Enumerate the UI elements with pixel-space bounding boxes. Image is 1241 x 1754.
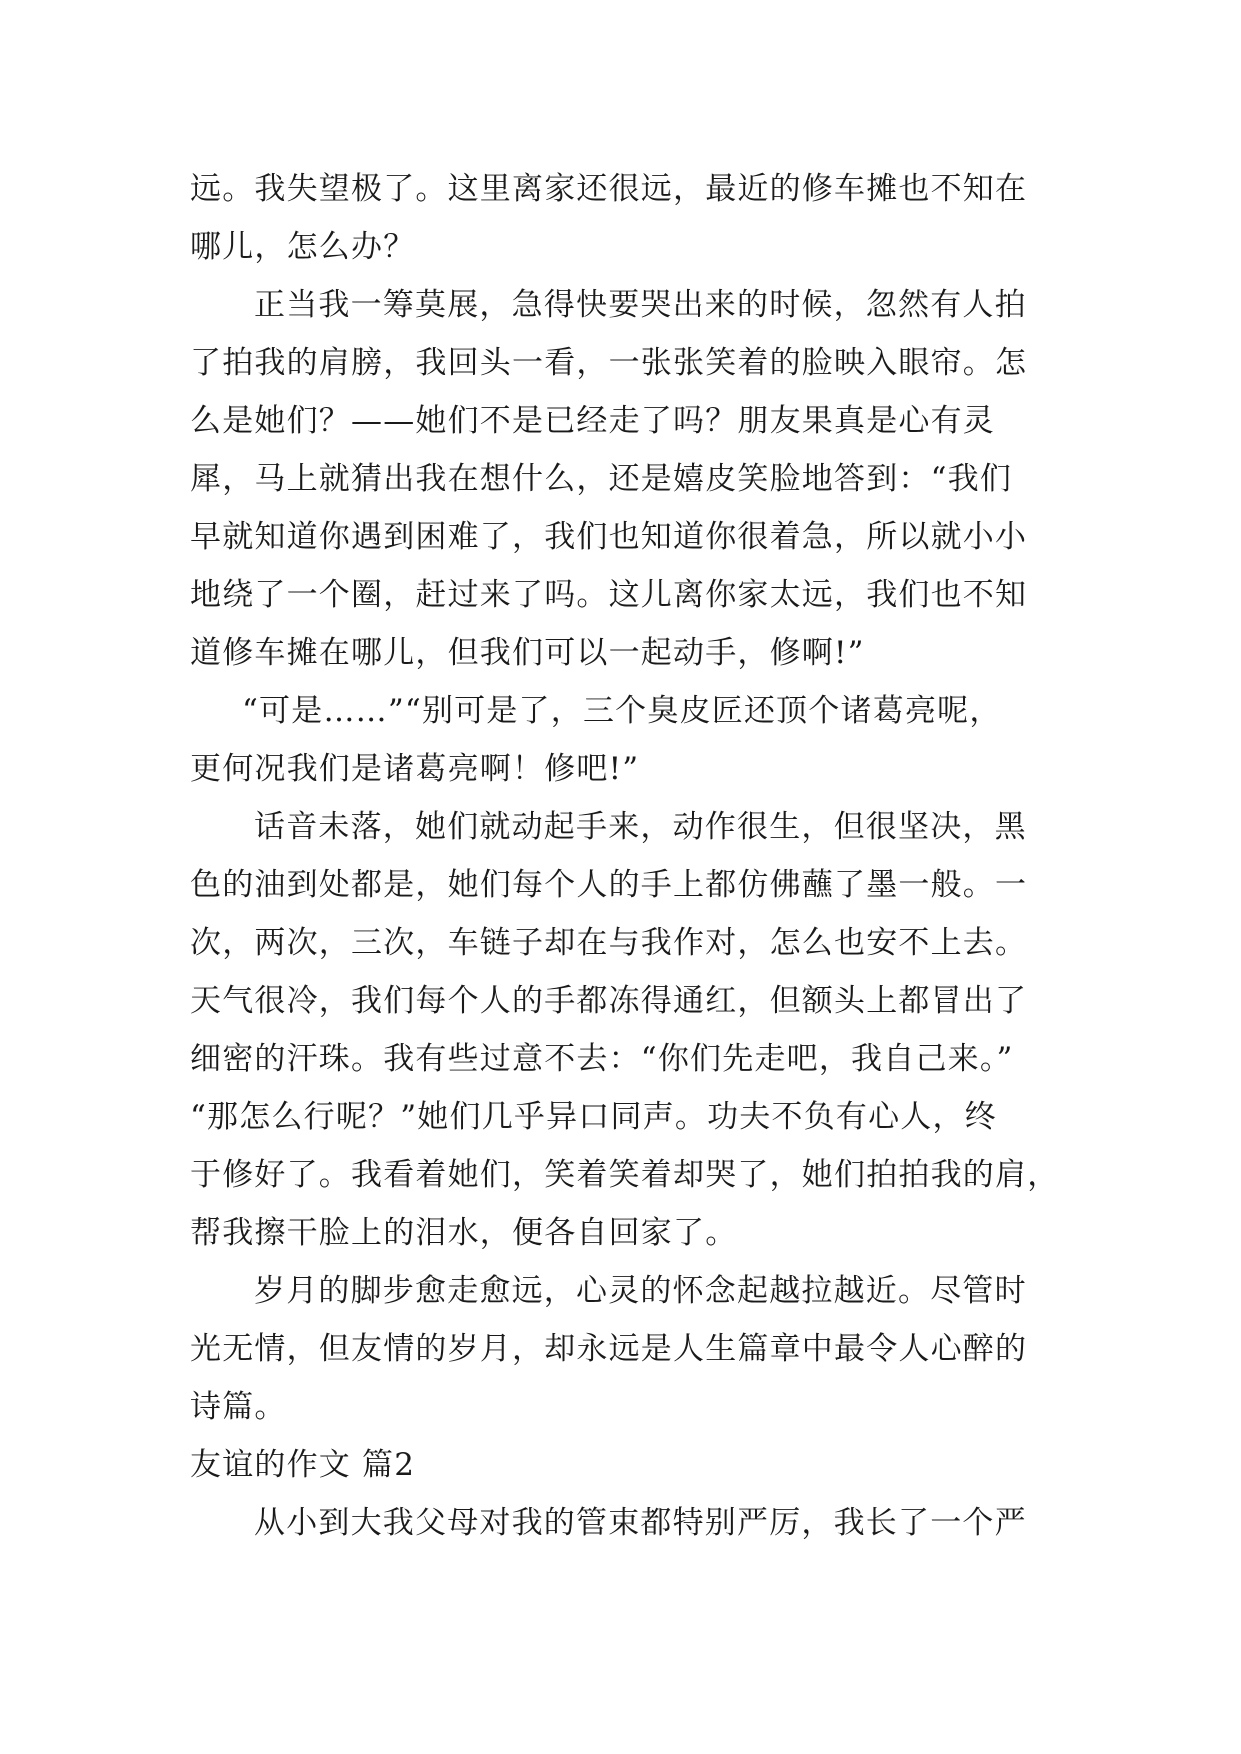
text-line: 色的油到处都是，她们每个人的手上都仿佛蘸了墨一般。一 xyxy=(190,867,1028,903)
text-line: 远。我失望极了。这里离家还很远，最近的修车摊也不知在 xyxy=(190,171,1028,207)
paragraph-start-line: 从小到大我父母对我的管束都特别严厉，我长了一个严 xyxy=(254,1505,1027,1541)
paragraph-start-line: 岁月的脚步愈走愈远，心灵的怀念起越拉越近。尽管时 xyxy=(254,1273,1027,1309)
text-line: “那怎么行呢？”她们几乎异口同声。功夫不负有心人，终 xyxy=(190,1099,997,1135)
paragraph-start-line: 正当我一筹莫展，急得快要哭出来的时候，忽然有人拍 xyxy=(254,287,1027,323)
text-line: 天气很冷，我们每个人的手都冻得通红，但额头上都冒出了 xyxy=(190,983,1028,1019)
text-line: 诗篇。 xyxy=(190,1389,287,1425)
text-line: 么是她们？——她们不是已经走了吗？朋友果真是心有灵 xyxy=(190,403,995,439)
text-line: 于修好了。我看着她们，笑着笑着却哭了，她们拍拍我的肩， xyxy=(190,1157,1060,1193)
text-line: 帮我擦干脸上的泪水，便各自回家了。 xyxy=(190,1215,738,1251)
text-line: 次，两次，三次，车链子却在与我作对，怎么也安不上去。 xyxy=(190,925,1028,961)
text-line: 更何况我们是诸葛亮啊！修吧!” xyxy=(190,751,640,787)
essay-body xyxy=(190,160,1060,1552)
text-line: 道修车摊在哪儿，但我们可以一起动手，修啊!” xyxy=(190,635,865,671)
paragraph-start-line: “可是……”“别可是了，三个臭皮匠还顶个诸葛亮呢， xyxy=(242,693,1002,729)
text-line: 哪儿，怎么办？ xyxy=(190,229,416,265)
text-line: 地绕了一个圈，赶过来了吗。这儿离你家太远，我们也不知 xyxy=(190,577,1028,613)
section-heading: 友谊的作文 篇2 xyxy=(190,1447,416,1483)
text-line: 早就知道你遇到困难了，我们也知道你很着急，所以就小小 xyxy=(190,519,1028,555)
text-line: 犀，马上就猜出我在想什么，还是嬉皮笑脸地答到：“我们 xyxy=(190,461,1013,497)
text-line: 光无情，但友情的岁月，却永远是人生篇章中最令人心醉的 xyxy=(190,1331,1028,1367)
paragraph-start-line: 话音未落，她们就动起手来，动作很生，但很坚决，黑 xyxy=(254,809,1027,845)
text-line: 细密的汗珠。我有些过意不去：“你们先走吧，我自己来。” xyxy=(190,1041,1014,1077)
text-line: 了拍我的肩膀，我回头一看，一张张笑着的脸映入眼帘。怎 xyxy=(190,345,1028,381)
